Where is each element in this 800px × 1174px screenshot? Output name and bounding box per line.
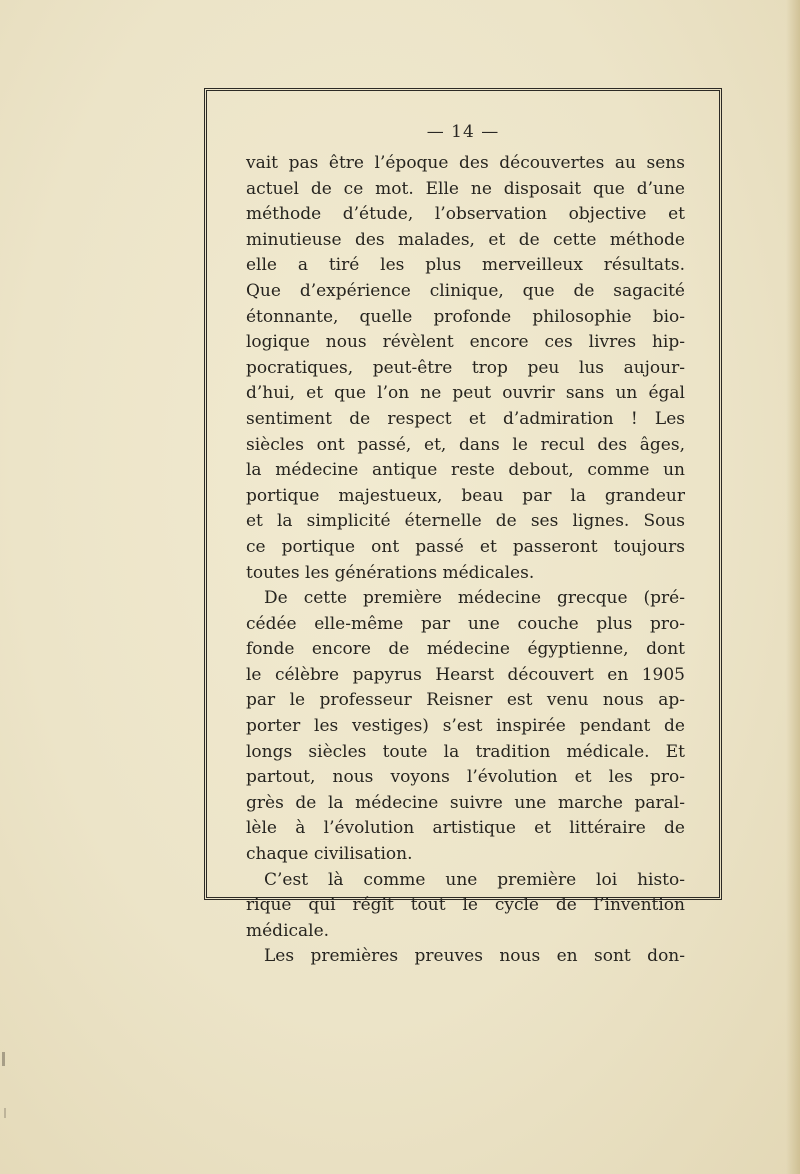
text-line: Les premières preuves nous en sont don- <box>264 946 685 967</box>
text-line: grès de la médecine suivre une marche paral- <box>246 792 685 813</box>
text-line: chaque civilisation. <box>246 844 413 865</box>
text-line: C’est là comme une première loi histo- <box>264 869 685 890</box>
text-line: pocratiques, peut-être trop peu lus aujour- <box>246 357 685 378</box>
text-line: porter les vestiges) s’est inspirée pendant de <box>246 716 685 737</box>
text-line: par le professeur Reisner est venu nous ap- <box>246 690 685 711</box>
text-line: sentiment de respect et d’admiration ! Les <box>246 408 685 429</box>
text-line: toutes les générations médicales. <box>246 562 535 583</box>
text-line: rique qui régit tout le cycle de l’invention <box>246 895 685 916</box>
margin-mark <box>4 1108 6 1118</box>
text-line: logique nous révèlent encore ces livres hip- <box>246 332 685 353</box>
page-edge-shadow <box>786 0 800 1174</box>
text-line: ce portique ont passé et passeront toujours <box>246 536 685 557</box>
text-line: elle a tiré les plus merveilleux résultats. <box>246 255 685 276</box>
text-line: médicale. <box>246 920 330 941</box>
text-line: la médecine antique reste debout, comme un <box>246 460 685 481</box>
text-line: étonnante, quelle profonde philosophie bio- <box>246 306 685 327</box>
text-line: vait pas être l’époque des découvertes au sens <box>246 153 685 173</box>
text-line: minutieuse des malades, et de cette méthode <box>246 229 685 250</box>
text-line: De cette première médecine grecque (pré- <box>264 588 685 609</box>
text-line: fonde encore de médecine égyptienne, dont <box>246 639 685 660</box>
text-line: siècles ont passé, et, dans le recul des âges, <box>246 434 685 455</box>
text-line: partout, nous voyons l’évolution et les pro- <box>246 767 685 788</box>
text-line: longs siècles toute la tradition médicale. Et <box>246 741 685 762</box>
text-line: et la simplicité éternelle de ses lignes. Sous <box>246 511 685 532</box>
text-line: le célèbre papyrus Hearst découvert en 1905 <box>246 664 685 685</box>
text-line: cédée elle-même par une couche plus pro- <box>246 613 685 634</box>
text-line: lèle à l’évolution artistique et littéraire de <box>246 818 685 839</box>
text-line: Que d’expérience clinique, que de sagacité <box>246 280 685 301</box>
text-line: d’hui, et que l’on ne peut ouvrir sans un égal <box>246 383 685 404</box>
text-line: portique majestueux, beau par la grandeur <box>246 485 685 506</box>
text-line: méthode d’étude, l’observation objective et <box>246 204 685 225</box>
page-number: — 14 — <box>426 122 500 142</box>
body-text <box>246 151 685 970</box>
margin-mark <box>2 1052 5 1066</box>
text-line: actuel de ce mot. Elle ne disposait que d’une <box>246 178 685 199</box>
